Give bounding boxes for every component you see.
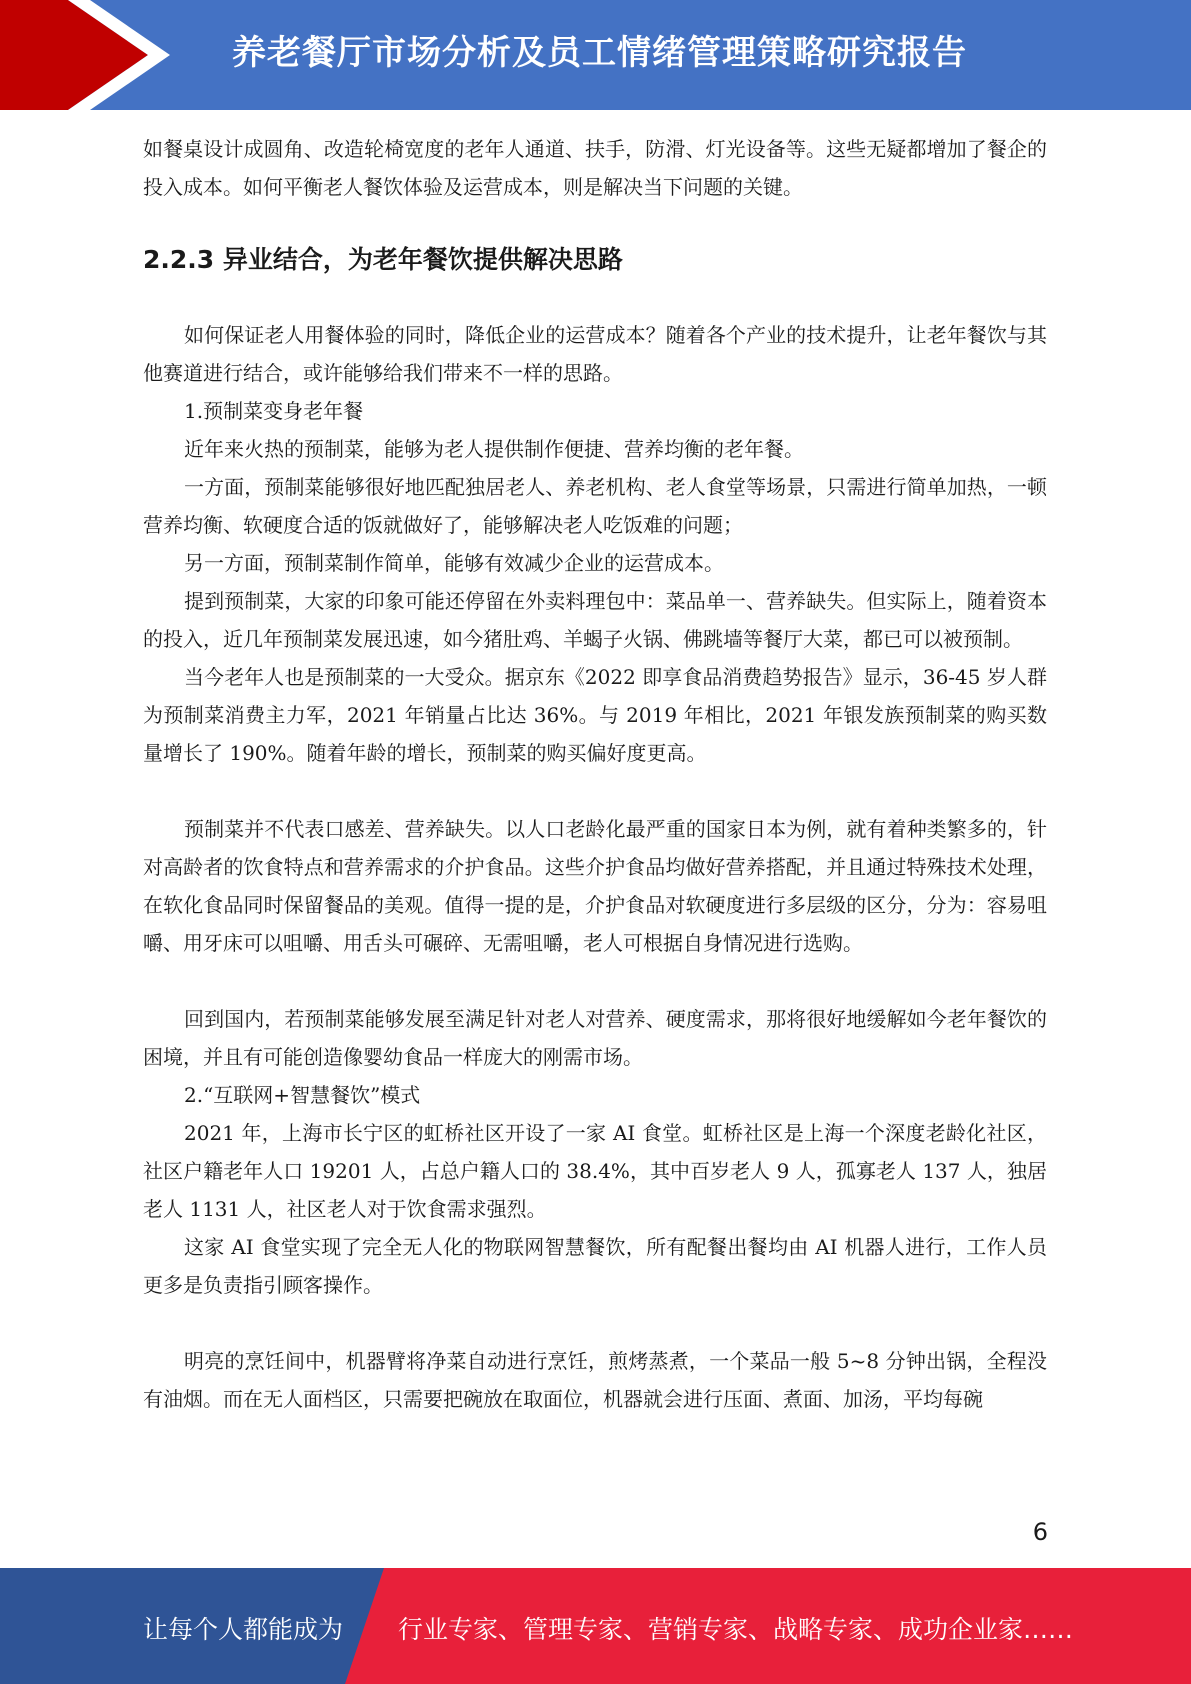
- header-title: 养老餐厅市场分析及员工情绪管理策略研究报告: [232, 33, 967, 73]
- page-header: [0, 0, 1191, 110]
- paragraph: 2021 年，上海市长宁区的虹桥社区开设了一家 AI 食堂。虹桥社区是上海一个深度老龄化社区，社区户籍老年人口 19201 人，占总户籍人口的 38.4%，其中百岁老人 9 人，孤寡老人 137 人，独居老人 1131 人，社区老人对于饮食需求强烈。: [143, 1121, 1047, 1221]
- section-heading: 2.2.3 异业结合，为老年餐饮提供解决思路: [143, 245, 623, 274]
- footer-slogan-right: 行业专家、管理专家、营销专家、战略专家、成功企业家……: [398, 1615, 1074, 1644]
- paragraph: 如餐桌设计成圆角、改造轮椅宽度的老年人通道、扶手，防滑、灯光设备等。这些无疑都增加了餐企的投入成本。如何平衡老人餐饮体验及运营成本，则是解决当下问题的关键。: [143, 137, 1047, 199]
- paragraph: 预制菜并不代表口感差、营养缺失。以人口老龄化最严重的国家日本为例，就有着种类繁多的，针对高龄者的饮食特点和营养需求的介护食品。这些介护食品均做好营养搭配，并且通过特殊技术处理，在软化食品同时保留餐品的美观。值得一提的是，介护食品对软硬度进行多层级的区分，分为：容易咀嚼、用牙床可以咀嚼、用舌头可碾碎、无需咀嚼，老人可根据自身情况进行选购。: [143, 817, 1047, 955]
- page-number: 6: [1032, 1518, 1048, 1546]
- paragraph: 如何保证老人用餐体验的同时，降低企业的运营成本？随着各个产业的技术提升，让老年餐饮与其他赛道进行结合，或许能够给我们带来不一样的思路。: [143, 323, 1047, 385]
- paragraph: 回到国内，若预制菜能够发展至满足针对老人对营养、硬度需求，那将很好地缓解如今老年餐饮的困境，并且有可能创造像婴幼食品一样庞大的刚需市场。: [143, 1007, 1047, 1069]
- paragraph: 明亮的烹饪间中，机器臂将净菜自动进行烹饪，煎烤蒸煮，一个菜品一般 5~8 分钟出锅，全程没有油烟。而在无人面档区，只需要把碗放在取面位，机器就会进行压面、煮面、加汤，平均每碗: [143, 1349, 1047, 1411]
- page-footer: [0, 1568, 1191, 1684]
- paragraph: 一方面，预制菜能够很好地匹配独居老人、养老机构、老人食堂等场景，只需进行简单加热，一顿营养均衡、软硬度合适的饭就做好了，能够解决老人吃饭难的问题；: [143, 475, 1047, 537]
- document-body: [143, 130, 1047, 1418]
- list-heading: 2.“互联网+智慧餐饮”模式: [184, 1083, 421, 1107]
- paragraph: 另一方面，预制菜制作简单，能够有效减少企业的运营成本。: [184, 551, 724, 575]
- paragraph-gap: [143, 962, 1047, 1000]
- paragraph-gap: [143, 1304, 1047, 1342]
- paragraph: 这家 AI 食堂实现了完全无人化的物联网智慧餐饮，所有配餐出餐均由 AI 机器人进行，工作人员更多是负责指引顾客操作。: [143, 1235, 1047, 1297]
- paragraph-gap: [143, 772, 1047, 810]
- footer-slogan-left: 让每个人都能成为: [143, 1615, 344, 1644]
- paragraph: 提到预制菜，大家的印象可能还停留在外卖料理包中：菜品单一、营养缺失。但实际上，随着资本的投入，近几年预制菜发展迅速，如今猪肚鸡、羊蝎子火锅、佛跳墙等餐厅大菜，都已可以被预制。: [143, 589, 1047, 651]
- list-heading: 1.预制菜变身老年餐: [184, 399, 364, 423]
- paragraph: 当今老年人也是预制菜的一大受众。据京东《2022 即享食品消费趋势报告》显示，36-45 岁人群为预制菜消费主力军，2021 年销量占比达 36%。与 2019 年相比，2021 年银发族预制菜的购买数量增长了 190%。随着年龄的增长，预制菜的购买偏好度更高。: [143, 665, 1047, 765]
- paragraph: 近年来火热的预制菜，能够为老人提供制作便捷、营养均衡的老年餐。: [184, 437, 804, 461]
